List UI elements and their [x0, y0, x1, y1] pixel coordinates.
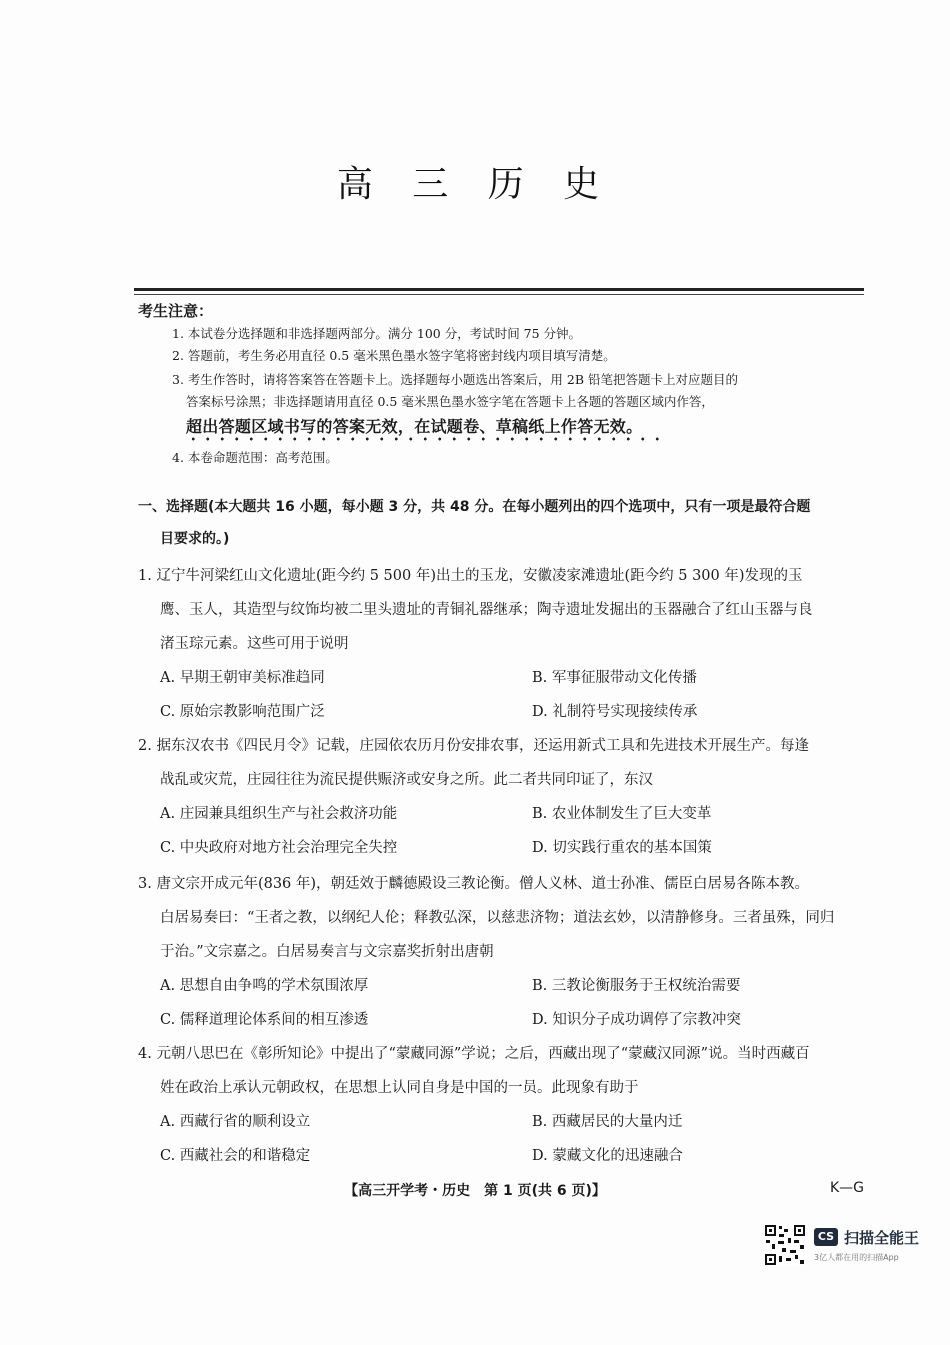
question-4-line-1: 4. 元朝八思巴在《彰所知论》中提出了“蒙藏同源”学说；之后，西藏出现了“蒙藏汉同源”说。当时西藏百: [138, 1046, 810, 1062]
notice-item-4: 4. 本卷命题范围：高考范围。: [172, 450, 338, 465]
question-3-option-b: B. 三教论衡服务于王权统治需要: [532, 978, 741, 994]
question-2-option-b: B. 农业体制发生了巨大变革: [532, 806, 712, 822]
scanner-tagline: 3亿人都在用的扫描App: [814, 1253, 899, 1262]
question-3-option-a: A. 思想自由争鸣的学术氛围浓厚: [160, 978, 369, 994]
question-1-option-b: B. 军事征服带动文化传播: [532, 670, 697, 686]
question-3-option-d: D. 知识分子成功调停了宗教冲突: [532, 1012, 741, 1028]
qr-code-icon: [764, 1224, 806, 1266]
question-4-option-d: D. 蒙藏文化的迅速融合: [532, 1148, 683, 1164]
question-2-option-c: C. 中央政府对地方社会治理完全失控: [160, 840, 398, 856]
notice-item-2: 2. 答题前，考生务必用直径 0.5 毫米黑色墨水签字笔将密封线内项目填写清楚。: [172, 348, 616, 363]
page-footer: 【高三开学考・历史 第 1 页(共 6 页)】: [344, 1183, 606, 1199]
paper-code: K—G: [830, 1180, 865, 1196]
scanner-app-name: 扫描全能王: [844, 1229, 920, 1247]
section-heading-cont: 目要求的。): [160, 531, 230, 547]
notice-item-3: 3. 考生作答时，请将答案答在答题卡上。选择题每小题选出答案后，用 2B 铅笔把答题卡上对应题目的: [172, 372, 738, 387]
question-4-option-c: C. 西藏社会的和谐稳定: [160, 1148, 311, 1164]
question-1-line-3: 渚玉琮元素。这些可用于说明: [160, 636, 349, 652]
question-1-line-2: 鹰、玉人，其造型与纹饰均被二里头遗址的青铜礼器继承；陶寺遗址发掘出的玉器融合了红山玉器与良: [160, 602, 813, 618]
notice-emphasis: 超出答题区域书写的答案无效，在试题卷、草稿纸上作答无效。: [186, 417, 643, 436]
emphasis-dots: [186, 436, 662, 442]
question-2-line-1: 2. 据东汉农书《四民月令》记载，庄园依农历月份安排农事，还运用新式工具和先进技术开展生产。每逢: [138, 738, 809, 754]
notice-item-1: 1. 本试卷分选择题和非选择题两部分。满分 100 分，考试时间 75 分钟。: [172, 326, 582, 341]
question-1-option-c: C. 原始宗教影响范围广泛: [160, 704, 325, 720]
question-4-option-a: A. 西藏行省的顺利设立: [160, 1114, 311, 1130]
question-2-option-a: A. 庄园兼具组织生产与社会救济功能: [160, 806, 398, 822]
question-3-line-2: 白居易奏曰：“王者之教，以纲纪人伦；释教弘深，以慈悲济物；道法玄妙，以清静修身。三者虽殊，同归: [160, 910, 835, 926]
header-rule-thick: [134, 288, 864, 291]
scanner-logo-icon: CS: [814, 1228, 838, 1246]
question-1-option-a: A. 早期王朝审美标准趋同: [160, 670, 325, 686]
question-4-line-2: 姓在政治上承认元朝政权，在思想上认同自身是中国的一员。此现象有助于: [160, 1080, 639, 1096]
header-rule-thin: [134, 294, 864, 295]
section-heading: 一、选择题(本大题共 16 小题，每小题 3 分，共 48 分。在每小题列出的四个选项中，只有一项是最符合题: [138, 499, 811, 515]
question-1-option-d: D. 礼制符号实现接续传承: [532, 704, 698, 720]
question-3-option-c: C. 儒释道理论体系间的相互渗透: [160, 1012, 369, 1028]
question-1-line-1: 1. 辽宁牛河梁红山文化遗址(距今约 5 500 年)出土的玉龙，安徽凌家滩遗址(距今约 5 300 年)发现的玉: [138, 568, 803, 584]
question-2-line-2: 战乱或灾荒，庄园往往为流民提供赈济或安身之所。此二者共同印证了，东汉: [160, 772, 653, 788]
page-title: 高 三 历 史: [336, 164, 614, 205]
notice-item-3-cont: 答案标号涂黑；非选择题请用直径 0.5 毫米黑色墨水签字笔在答题卡上各题的答题区域内作答，: [186, 394, 714, 409]
notice-heading: 考生注意：: [138, 302, 214, 320]
question-3-line-3: 于治。”文宗嘉之。白居易奏言与文宗嘉奖折射出唐朝: [160, 944, 494, 960]
question-3-line-1: 3. 唐文宗开成元年(836 年)，朝廷效于麟德殿设三教论衡。僧人义林、道士孙准、儒臣白居易各陈本教。: [138, 876, 810, 892]
question-2-option-d: D. 切实践行重农的基本国策: [532, 840, 712, 856]
question-4-option-b: B. 西藏居民的大量内迁: [532, 1114, 683, 1130]
